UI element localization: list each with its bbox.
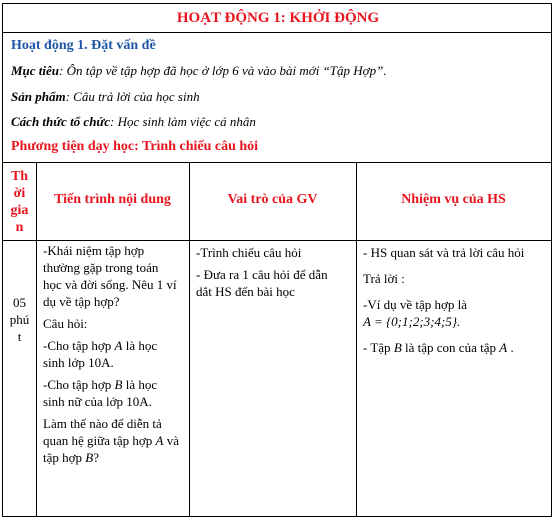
question-label: Câu hỏi: xyxy=(43,316,88,331)
set-a-symbol: A xyxy=(499,340,508,355)
time-value-part: phú xyxy=(9,312,30,327)
student-task-cell xyxy=(363,244,548,361)
set-a-symbol: A xyxy=(114,338,123,353)
title-divider xyxy=(3,32,551,33)
header-process: Tiến trình nội dung xyxy=(54,192,171,207)
q3-text-before: Làm thế nào để diễn tả quan hệ giữa tập hợp xyxy=(43,416,162,448)
line4-text-after: . xyxy=(507,340,514,355)
process-intro: -Khái niệm tập hợp thường gặp trong toán học và đời sống. Nêu 1 ví dụ về tập hợp? xyxy=(43,243,177,309)
page-title: HOẠT ĐỘNG 1: KHỞI ĐỘNG xyxy=(176,10,380,26)
objective-text: : Ôn tập về tập hợp đã học ở lớp 6 và vào bài mới “Tập Hợp”. xyxy=(59,63,387,78)
teacher-line-2: - Đưa ra 1 câu hỏi để dẫn dắt HS đến bài học xyxy=(196,267,328,299)
header-student-task: Nhiệm vụ của HS xyxy=(401,192,506,207)
set-b-symbol: B xyxy=(85,450,94,465)
header-time-part: gia xyxy=(10,203,29,218)
teaching-means: Phương tiện dạy học: Trình chiếu câu hỏi xyxy=(11,139,259,154)
student-line-2: Trả lời : xyxy=(363,271,405,286)
method-line xyxy=(11,114,256,130)
method-text: : Học sinh làm việc cá nhân xyxy=(110,114,256,129)
teacher-line-1: -Trình chiếu câu hỏi xyxy=(196,245,302,260)
table-top-divider xyxy=(3,162,551,163)
time-value-part: 05 xyxy=(13,295,26,310)
set-b-symbol: B xyxy=(114,377,123,392)
header-time-part: ời xyxy=(13,186,26,201)
time-value-part: t xyxy=(17,329,22,344)
q1-text-before: -Cho tập hợp xyxy=(43,338,115,353)
header-row-divider xyxy=(3,240,551,241)
line4-text-before: - Tập xyxy=(363,340,394,355)
q1-text-after: là học sinh lớp 10A. xyxy=(43,338,158,370)
q2-text-before: -Cho tập hợp xyxy=(43,377,115,392)
line4-text-mid: là tập con của tập xyxy=(401,340,500,355)
q3-text-after: ? xyxy=(93,450,99,465)
q3-text-mid: và tập hợp xyxy=(43,433,179,465)
student-line-1: - HS quan sát và trả lời câu hỏi xyxy=(363,245,525,260)
column-divider-1 xyxy=(36,162,37,517)
question-1 xyxy=(43,337,179,371)
teacher-role-cell xyxy=(196,244,346,305)
set-expression: A = {0;1;2;3;4;5}. xyxy=(363,314,461,329)
q2-text-after: là học sinh nữ của lớp 10A. xyxy=(43,377,158,409)
header-time xyxy=(3,168,36,236)
product-line xyxy=(11,89,200,105)
student-line-3: -Ví dụ về tập hợp là xyxy=(363,297,467,312)
lesson-table-frame xyxy=(2,3,552,517)
product-text: : Câu trả lời của học sinh xyxy=(65,89,200,104)
question-3 xyxy=(43,415,179,466)
header-time-part: Th xyxy=(10,169,29,184)
objective-line xyxy=(11,63,387,79)
objective-label: Mục tiêu xyxy=(11,63,60,78)
header-time-part: n xyxy=(15,220,24,235)
student-line-4 xyxy=(363,339,548,356)
set-b-symbol: B xyxy=(393,340,402,355)
section-heading: Hoạt động 1. Đặt vấn đề xyxy=(11,38,156,53)
product-label: Sản phẩm xyxy=(11,89,66,104)
set-a-symbol: A xyxy=(155,433,164,448)
time-value xyxy=(3,294,36,345)
question-2 xyxy=(43,376,179,410)
method-label: Cách thức tổ chức xyxy=(11,114,110,129)
column-divider-2 xyxy=(189,162,190,517)
process-cell xyxy=(43,242,179,471)
header-teacher-role: Vai trò của GV xyxy=(227,192,318,207)
column-divider-3 xyxy=(356,162,357,517)
